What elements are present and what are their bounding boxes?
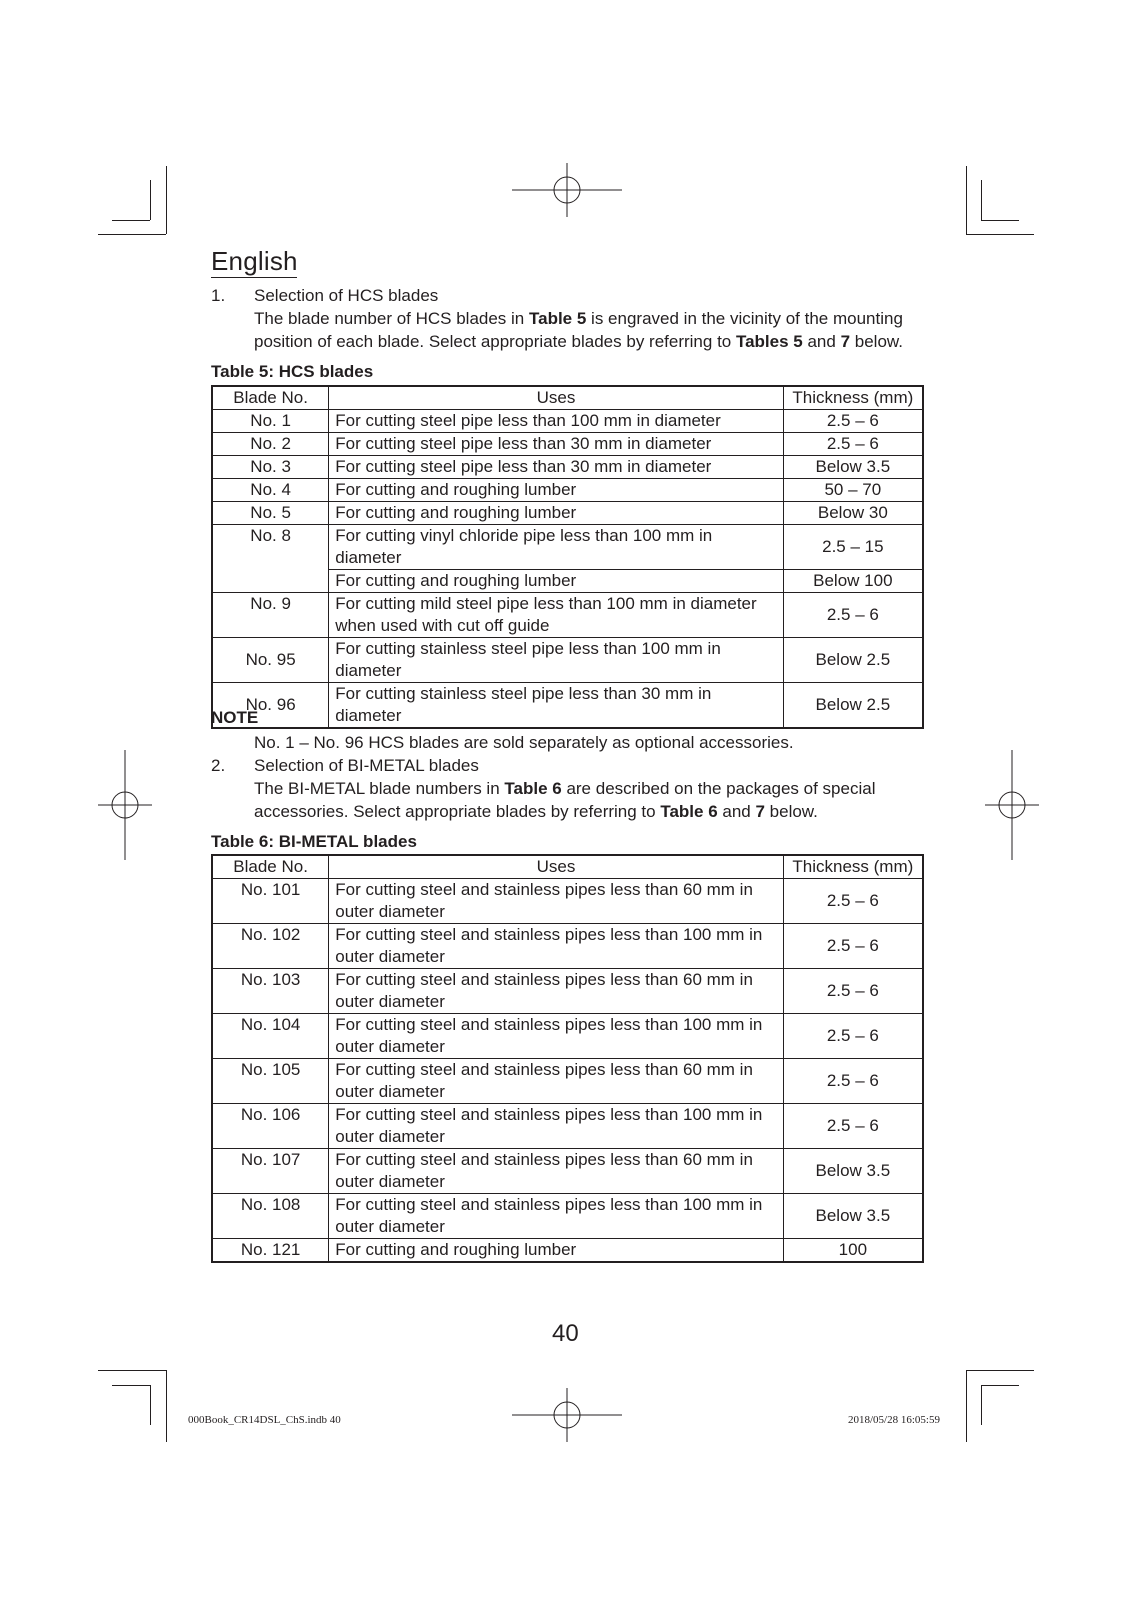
header-thickness: Thickness (mm) bbox=[783, 386, 923, 410]
header-uses: Uses bbox=[329, 855, 783, 879]
table-header-row bbox=[212, 855, 923, 879]
section2-number: 2. bbox=[211, 756, 226, 775]
note-text: No. 1 – No. 96 HCS blades are sold separately as optional accessories. bbox=[254, 733, 794, 752]
header-blade-no: Blade No. bbox=[212, 855, 329, 879]
table-row: No. 3 For cutting steel pipe less than 30 mm in diameter Below 3.5 bbox=[212, 456, 923, 479]
language-heading: English bbox=[211, 246, 298, 276]
table-row: No. 102 For cutting steel and stainless pipes less than 100 mm in outer diameter 2.5 – 6 bbox=[212, 924, 923, 969]
registration-mark-bottom bbox=[512, 1388, 622, 1442]
section1-paragraph-line1: The blade number of HCS blades in Table 5 is engraved in the vicinity of the mounting bbox=[254, 309, 903, 328]
section1-title: Selection of HCS blades bbox=[254, 286, 439, 305]
table-row: No. 104 For cutting steel and stainless pipes less than 100 mm in outer diameter 2.5 – 6 bbox=[212, 1014, 923, 1059]
footer-timestamp: 2018/05/28 16:05:59 bbox=[848, 1414, 940, 1426]
table-row: For cutting and roughing lumber Below 100 bbox=[212, 570, 923, 593]
table6-bimetal-blades bbox=[211, 854, 924, 1263]
section2-paragraph-line2: accessories. Select appropriate blades by referring to Table 6 and 7 below. bbox=[254, 802, 818, 821]
table-row: No. 8 For cutting vinyl chloride pipe less than 100 mm in diameter 2.5 – 15 bbox=[212, 525, 923, 570]
table-header-row bbox=[212, 386, 923, 410]
section2-title: Selection of BI-METAL blades bbox=[254, 756, 479, 775]
table-row: No. 9 For cutting mild steel pipe less than 100 mm in diameter when used with cut off guide 2.5 – 6 bbox=[212, 593, 923, 638]
header-thickness: Thickness (mm) bbox=[783, 855, 923, 879]
table-row: No. 107 For cutting steel and stainless pipes less than 60 mm in outer diameter Below 3.5 bbox=[212, 1149, 923, 1194]
heading-underline bbox=[211, 277, 297, 278]
table-row: No. 95 For cutting stainless steel pipe less than 100 mm in diameter Below 2.5 bbox=[212, 638, 923, 683]
table-row: No. 4 For cutting and roughing lumber 50 – 70 bbox=[212, 479, 923, 502]
table-row: No. 2 For cutting steel pipe less than 30 mm in diameter 2.5 – 6 bbox=[212, 433, 923, 456]
section2-paragraph-line1: The BI-METAL blade numbers in Table 6 are described on the packages of special bbox=[254, 779, 876, 798]
table-row: No. 105 For cutting steel and stainless pipes less than 60 mm in outer diameter 2.5 – 6 bbox=[212, 1059, 923, 1104]
table-row: No. 106 For cutting steel and stainless pipes less than 100 mm in outer diameter 2.5 – 6 bbox=[212, 1104, 923, 1149]
page-number: 40 bbox=[552, 1320, 579, 1347]
section1-number: 1. bbox=[211, 286, 226, 305]
registration-mark-right bbox=[985, 750, 1039, 860]
table-row: No. 96 For cutting stainless steel pipe less than 30 mm in diameter Below 2.5 bbox=[212, 683, 923, 729]
table-row: No. 101 For cutting steel and stainless pipes less than 60 mm in outer diameter 2.5 – 6 bbox=[212, 879, 923, 924]
table-row: No. 5 For cutting and roughing lumber Below 30 bbox=[212, 502, 923, 525]
table5-caption: Table 5: HCS blades bbox=[211, 362, 374, 381]
header-uses: Uses bbox=[329, 386, 783, 410]
registration-mark-top bbox=[512, 163, 622, 217]
registration-mark-left bbox=[98, 750, 152, 860]
footer-filename: 000Book_CR14DSL_ChS.indb 40 bbox=[188, 1414, 341, 1426]
header-blade-no: Blade No. bbox=[212, 386, 329, 410]
table6-caption: Table 6: BI-METAL blades bbox=[211, 832, 417, 851]
table-row: No. 121 For cutting and roughing lumber 100 bbox=[212, 1239, 923, 1263]
table5-hcs-blades bbox=[211, 385, 924, 729]
table-row: No. 108 For cutting steel and stainless pipes less than 100 mm in outer diameter Below 3.5 bbox=[212, 1194, 923, 1239]
table-row: No. 1 For cutting steel pipe less than 100 mm in diameter 2.5 – 6 bbox=[212, 410, 923, 433]
note-label: NOTE bbox=[211, 708, 259, 727]
table-row: No. 103 For cutting steel and stainless pipes less than 60 mm in outer diameter 2.5 – 6 bbox=[212, 969, 923, 1014]
section1-paragraph-line2: position of each blade. Select appropriate blades by referring to Tables 5 and 7 below. bbox=[254, 332, 903, 351]
